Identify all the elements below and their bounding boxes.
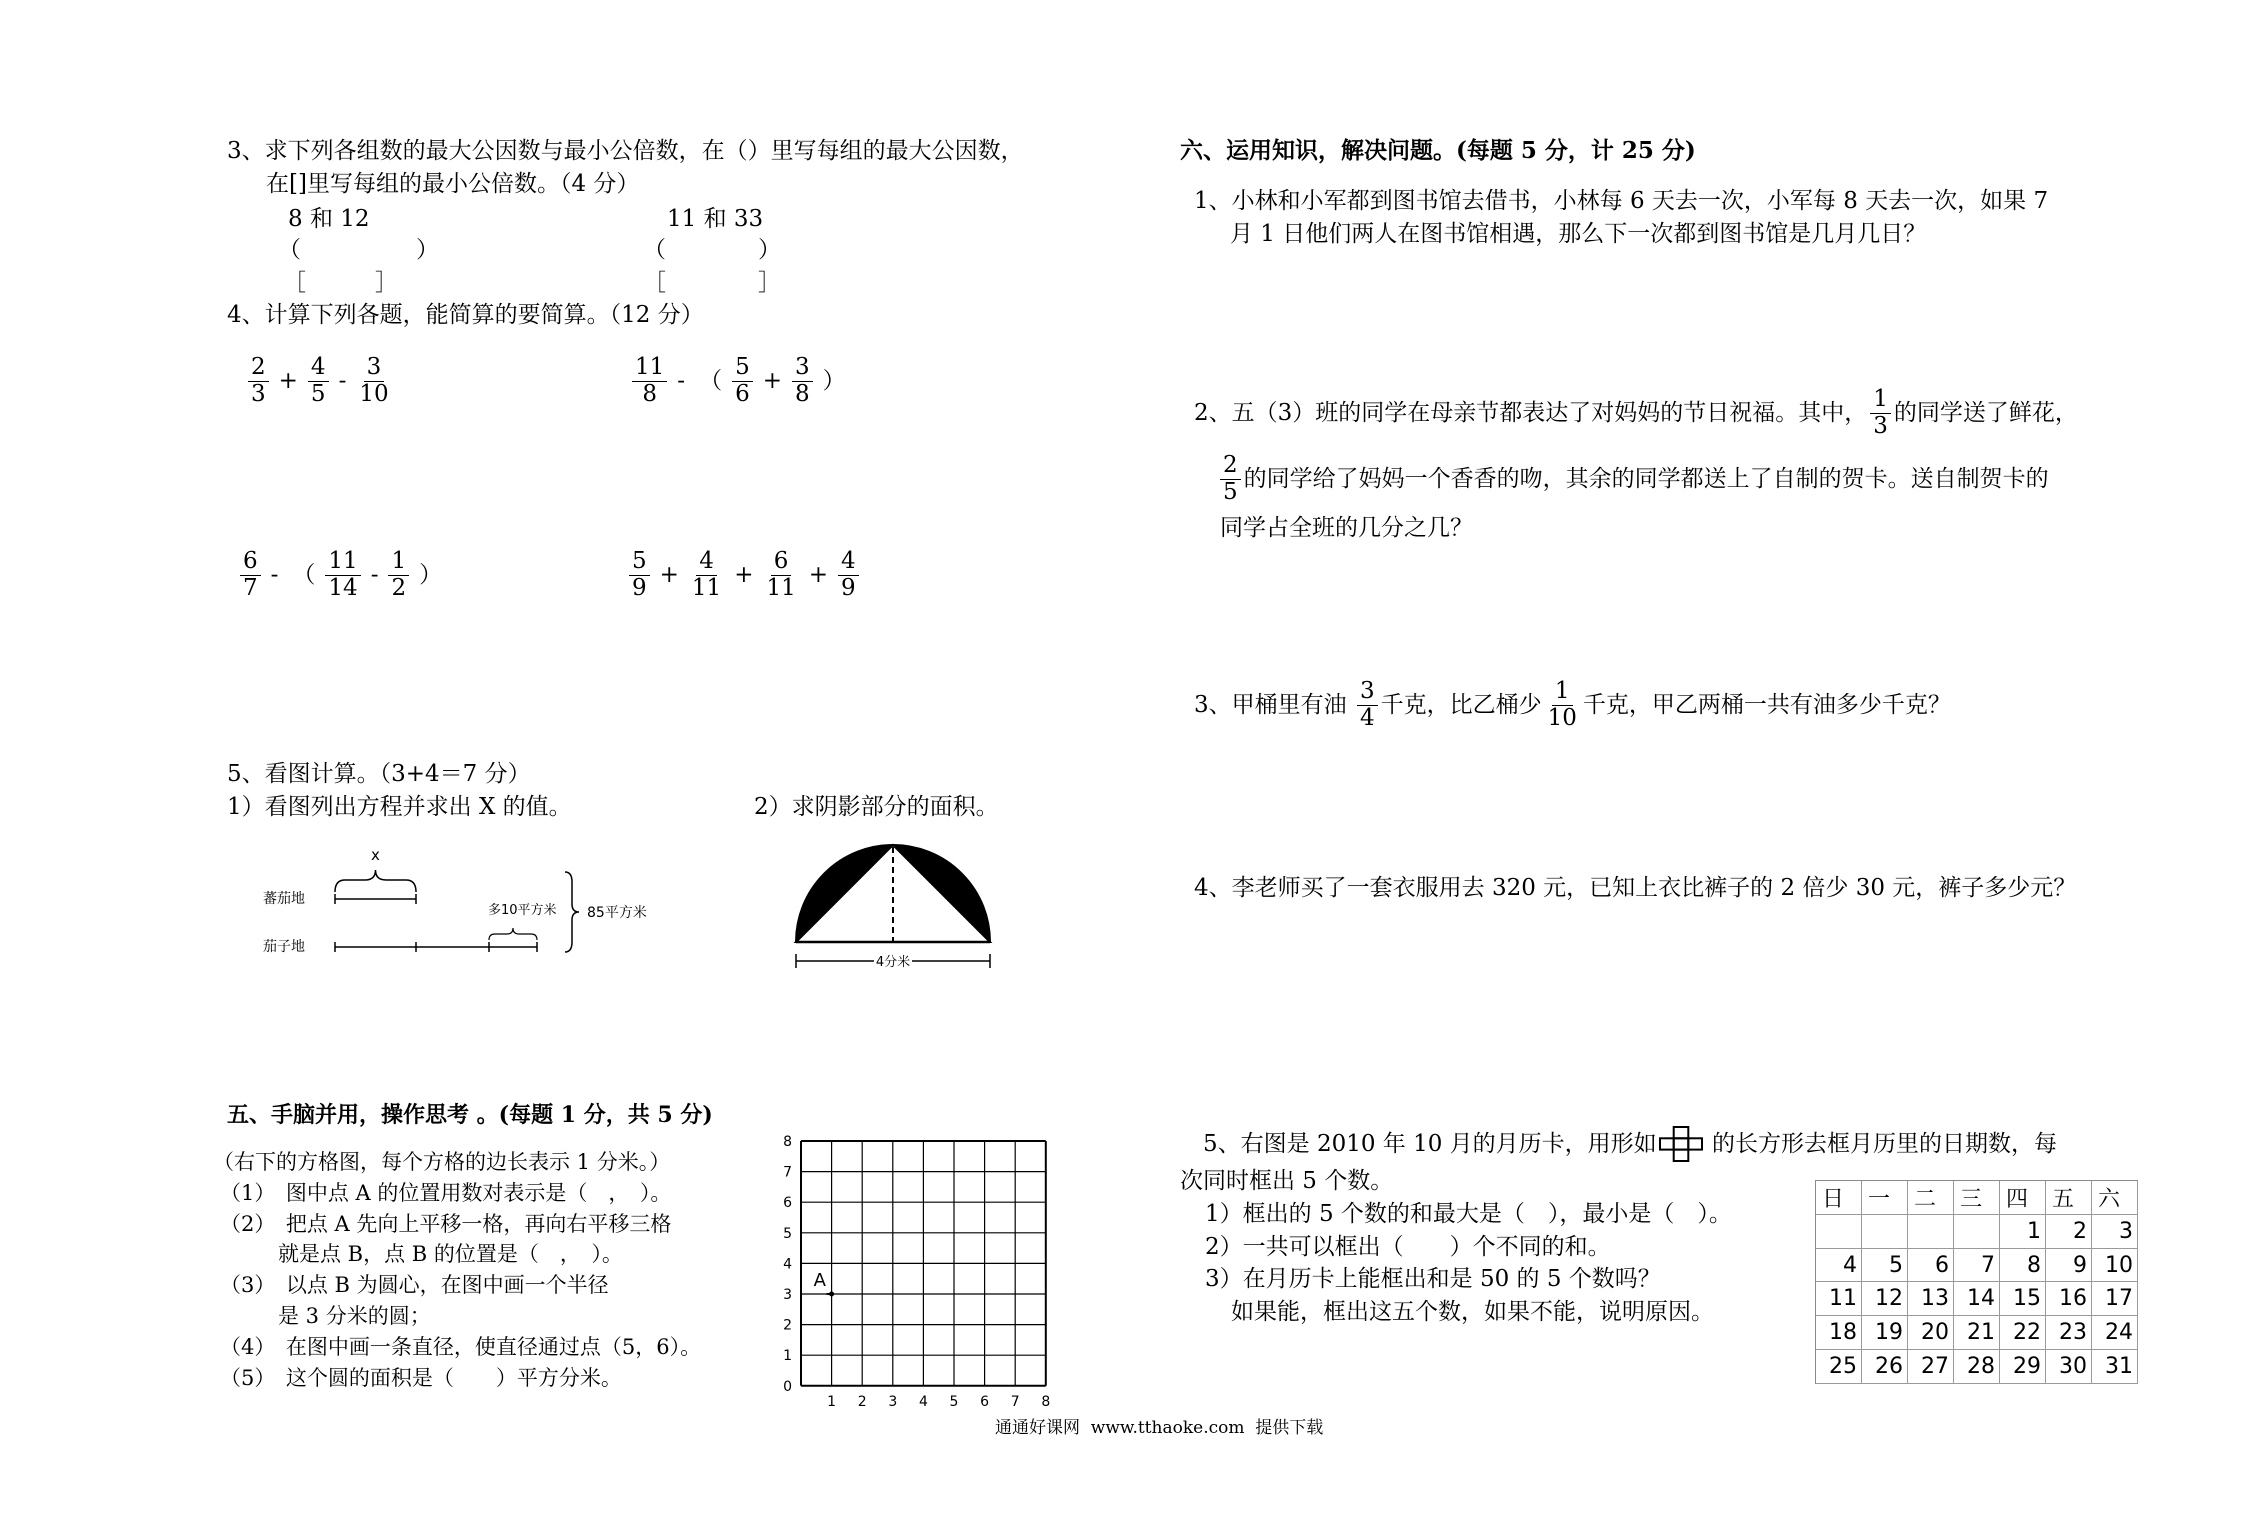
calendar-day-cell: 17 (2092, 1282, 2138, 1316)
q4-expression-3 (237, 547, 449, 603)
text-run: 3、甲桶里有油 (1194, 692, 1354, 718)
fraction-numerator: 3 (1357, 679, 1378, 706)
operator: - (677, 368, 686, 394)
q4-expression-2 (629, 353, 853, 409)
q3-group-1-label: 8 和 12 (288, 206, 370, 232)
section-5-item-3-cont: 是 3 分米的圆； (278, 1303, 431, 1328)
grid-x-label: 3 (888, 1393, 898, 1410)
calendar-day-cell: 7 (1954, 1249, 2000, 1283)
fraction-denominator: 7 (243, 574, 258, 601)
grid-y-label: 3 (783, 1287, 792, 1303)
point-a-label: A (813, 1270, 826, 1291)
fraction (240, 549, 261, 602)
calendar-weekday-header: 二 (1908, 1181, 1954, 1215)
section-5-item-3: （3） 以点 B 为圆心，在图中画一个半径 (220, 1273, 609, 1298)
text-run: 的同学送了鲜花， (1893, 400, 2078, 426)
q3-line-2: 在[]里写每组的最小公倍数。（4 分） (266, 171, 640, 197)
calendar-day-cell: 1 (2000, 1215, 2046, 1249)
calendar-day-cell (1816, 1215, 1862, 1249)
grid-y-label: 1 (783, 1348, 792, 1365)
calendar-day-cell: 10 (2092, 1249, 2138, 1283)
grid-y-label: 4 (783, 1256, 792, 1273)
fraction-denominator: 9 (632, 574, 647, 601)
october-calendar (1815, 1180, 2138, 1384)
fraction-denominator: 11 (766, 574, 796, 601)
s6-q2-line-2 (1217, 451, 2049, 507)
text-run: 千克，比乙桶少 (1380, 692, 1542, 718)
calendar-day-cell: 12 (1862, 1282, 1908, 1316)
fraction-denominator: 11 (691, 574, 722, 601)
section-5-item-2: （2） 把点 A 先向上平移一格，再向右平移三格 (220, 1211, 672, 1236)
grid-y-label: 6 (783, 1195, 792, 1212)
calendar-day-cell: 4 (1816, 1249, 1862, 1283)
calendar-day-cell: 28 (1954, 1350, 2000, 1384)
calendar-day-cell: 19 (1862, 1316, 1908, 1350)
s6-q5-line-1-after: 的长方形去框月历里的日期数，每 (1704, 1131, 2057, 1157)
calendar-day-cell: 8 (2000, 1249, 2046, 1283)
calendar-day-cell: 14 (1954, 1282, 2000, 1316)
s6-q5-sub-2: 2）一共可以框出（ ）个不同的和。 (1205, 1233, 1611, 1260)
s6-q4-line: 4、李老师买了一套衣服用去 320 元，已知上衣比裤子的 2 倍少 30 元，裤子多少元？ (1194, 875, 2077, 901)
q4-expression-1 (245, 353, 395, 409)
fraction-numerator: 11 (632, 355, 667, 382)
coordinate-grid (770, 1128, 1070, 1418)
fraction-denominator: 10 (359, 380, 389, 407)
q4-expression-4 (626, 547, 862, 603)
fraction (388, 549, 409, 602)
calendar-day-cell: 31 (2092, 1350, 2138, 1384)
fraction (629, 549, 650, 602)
calendar-day-cell: 15 (2000, 1282, 2046, 1316)
operator: （ (292, 562, 316, 588)
q3-group-2-label: 11 和 33 (667, 206, 764, 232)
grid-x-label: 6 (980, 1393, 990, 1410)
calendar-day-cell (1862, 1215, 1908, 1249)
fraction-numerator: 4 (838, 549, 859, 576)
fraction-numerator: 4 (696, 549, 717, 576)
section-5-item-1: （1） 图中点 A 的位置用数对表示是（ ， ）。 (220, 1180, 672, 1205)
fraction-denominator: 5 (310, 380, 326, 407)
fraction-numerator: 5 (732, 355, 753, 382)
q3-group-2-gcd-blank: （ ） (643, 237, 781, 263)
calendar-weekday-header: 四 (2000, 1181, 2046, 1215)
fraction-numerator: 6 (240, 549, 261, 576)
fraction-denominator: 3 (251, 380, 266, 407)
total-label: 85平方米 (587, 905, 647, 921)
s6-q5-sub-3-cont: 如果能，框出这五个数，如果不能，说明原因。 (1231, 1299, 1714, 1326)
fraction-denominator: 4 (1359, 704, 1375, 731)
s6-q5-line-2: 次同时框出 5 个数。 (1180, 1168, 1394, 1194)
fraction-denominator: 8 (794, 380, 810, 407)
text-run: 千克，甲乙两桶一共有油多少千克？ (1582, 692, 1951, 718)
grid-y-label: 0 (783, 1378, 792, 1395)
calendar-day-cell (1954, 1215, 2000, 1249)
tomato-field-label: 蕃茄地 (263, 891, 305, 907)
grid-x-label: 5 (949, 1393, 959, 1410)
fraction (763, 549, 798, 602)
fraction-numerator: 6 (771, 549, 792, 576)
semicircle-diagram (780, 830, 1010, 980)
calendar-day-cell: 13 (1908, 1282, 1954, 1316)
operator: + (659, 562, 679, 588)
fraction-denominator: 3 (1873, 412, 1888, 439)
grid-x-label: 8 (1041, 1393, 1051, 1410)
calendar-weekday-header: 日 (1816, 1181, 1862, 1215)
operator: - (338, 368, 347, 394)
s6-q2-line-1 (1194, 385, 2078, 441)
fraction-denominator: 6 (735, 380, 750, 407)
section-5-item-4: （4） 在图中画一条直径，使直径通过点（5，6）。 (220, 1334, 702, 1359)
operator: + (808, 562, 829, 588)
calendar-weekday-header: 三 (1954, 1181, 2000, 1215)
section-5-text (213, 1147, 701, 1393)
section-5-item-5: （5） 这个圆的面积是（ ）平方分米。 (220, 1365, 622, 1390)
s6-q2-line-3: 同学占全班的几分之几？ (1220, 515, 1473, 541)
calendar-day-cell: 22 (2000, 1316, 2046, 1350)
operator: - (270, 562, 279, 588)
grid-y-label: 8 (783, 1134, 792, 1150)
s6-q5-line-1 (1203, 1124, 2057, 1164)
grid-y-label: 5 (783, 1225, 792, 1242)
s6-q5-sub-3: 3）在月历卡上能框出和是 50 的 5 个数吗？ (1205, 1266, 1661, 1293)
fraction-numerator: 11 (325, 549, 360, 576)
fraction (325, 549, 360, 602)
fraction (732, 355, 753, 408)
calendar-day-cell: 5 (1862, 1249, 1908, 1283)
fraction-denominator: 8 (642, 380, 657, 407)
eggplant-field-label: 茄子地 (263, 939, 305, 955)
calendar-day-cell: 11 (1816, 1282, 1862, 1316)
difference-label: 多10平方米 (488, 903, 557, 918)
calendar-day-cell: 30 (2046, 1350, 2092, 1384)
fraction-denominator: 9 (841, 574, 856, 601)
grid-x-label: 2 (857, 1393, 867, 1410)
fraction (689, 549, 724, 602)
fraction-numerator: 1 (1870, 387, 1891, 414)
fraction-denominator: 10 (1547, 704, 1577, 731)
fraction (838, 549, 859, 602)
s6-q3-line (1194, 677, 1951, 733)
fraction (1357, 679, 1378, 732)
q3-line-1: 3、求下列各组数的最大公因数与最小公倍数，在（）里写每组的最大公因数， (227, 138, 1024, 164)
grid-x-label: 7 (1010, 1393, 1020, 1410)
cross-shape-icon (1659, 1126, 1703, 1162)
calendar-day-cell: 9 (2046, 1249, 2092, 1283)
fraction-numerator: 2 (1220, 453, 1241, 480)
fraction-numerator: 5 (629, 549, 650, 576)
difference-brace (489, 928, 537, 940)
calendar-day-cell: 20 (1908, 1316, 1954, 1350)
calendar-day-cell: 26 (1862, 1350, 1908, 1384)
fraction (632, 355, 667, 408)
s6-q5-sub-1: 1）框出的 5 个数的和最大是（ ），最小是（ ）。 (1205, 1201, 1732, 1227)
q3-group-1-gcd-blank: （ ） (278, 237, 439, 263)
q4-title: 4、计算下列各题，能简算的要简算。（12 分） (227, 302, 704, 328)
fraction (356, 355, 391, 408)
calendar-weekday-header: 六 (2092, 1181, 2138, 1215)
grid-x-label: 1 (827, 1393, 837, 1410)
segment-diagram (250, 840, 670, 970)
calendar-day-cell: 27 (1908, 1350, 1954, 1384)
fraction (308, 355, 329, 408)
operator: + (278, 368, 298, 394)
fraction-numerator: 1 (388, 549, 409, 576)
x-label: x (371, 846, 380, 864)
calendar-weekday-header: 五 (2046, 1181, 2092, 1215)
grid-x-label: 4 (918, 1393, 928, 1410)
fraction-denominator: 14 (328, 574, 358, 601)
calendar-day-cell: 6 (1908, 1249, 1954, 1283)
fraction-numerator: 3 (792, 355, 813, 382)
operator: ） (822, 368, 846, 394)
section-5-item-2-cont: 就是点 B，点 B 的位置是（ ， ）。 (278, 1242, 623, 1267)
fraction-numerator: 4 (308, 355, 329, 382)
diameter-length-label: 4分米 (875, 955, 911, 970)
text-run: 2、五（3）班的同学在母亲节都表达了对妈妈的节日祝福。其中， (1194, 400, 1868, 426)
s6-q1-line-1: 1、小林和小军都到图书馆去借书，小林每 6 天去一次，小军每 8 天去一次，如果 7 (1194, 188, 2049, 214)
q5-title: 5、看图计算。（3+4＝7 分） (227, 761, 531, 787)
s6-q5-subquestions (1205, 1198, 1732, 1329)
fraction (248, 355, 269, 408)
s6-q5-line-1-before: 5、右图是 2010 年 10 月的月历卡，用形如 (1203, 1131, 1657, 1157)
section-5-intro: （右下的方格图，每个方格的边长表示 1 分米。） (213, 1150, 671, 1174)
s6-q1-line-2: 月 1 日他们两人在图书馆相遇，那么下一次都到图书馆是几月几日？ (1230, 221, 1927, 247)
fraction (1870, 387, 1891, 440)
section-6-title: 六、运用知识，解决问题。(每题 5 分，计 25 分) (1180, 137, 1696, 164)
grid-y-label: 7 (783, 1164, 792, 1181)
x-brace (335, 870, 416, 892)
q3-group-1-lcm-blank: ［ ］ (283, 270, 398, 296)
calendar-weekday-header: 一 (1862, 1181, 1908, 1215)
fraction (1220, 453, 1241, 506)
calendar-day-cell: 29 (2000, 1350, 2046, 1384)
calendar-day-cell: 25 (1816, 1350, 1862, 1384)
fraction (1545, 679, 1580, 732)
total-brace (565, 872, 579, 952)
calendar-day-cell: 3 (2092, 1215, 2138, 1249)
operator: + (734, 562, 754, 588)
fraction-numerator: 1 (1552, 679, 1573, 706)
calendar-day-cell: 24 (2092, 1316, 2138, 1350)
operator: （ (699, 368, 723, 394)
calendar-day-cell (1908, 1215, 1954, 1249)
calendar-day-cell: 21 (1954, 1316, 2000, 1350)
footer-source: 通通好课网 www.tthaoke.com 提供下载 (995, 1418, 1324, 1438)
calendar-day-cell: 2 (2046, 1215, 2092, 1249)
fraction-numerator: 3 (364, 355, 385, 382)
text-run: 的同学给了妈妈一个香香的吻，其余的同学都送上了自制的贺卡。送自制贺卡的 (1243, 466, 2049, 492)
calendar-day-cell: 18 (1816, 1316, 1862, 1350)
calendar-day-cell: 23 (2046, 1316, 2092, 1350)
q5-sub-1: 1）看图列出方程并求出 X 的值。 (227, 794, 572, 820)
operator: - (370, 562, 379, 588)
fraction-denominator: 2 (391, 574, 407, 601)
calendar-day-cell: 16 (2046, 1282, 2092, 1316)
point-a-dot (829, 1292, 834, 1297)
fraction-denominator: 5 (1223, 478, 1238, 505)
section-5-title: 五、手脑并用，操作思考 。(每题 1 分，共 5 分) (227, 1102, 713, 1128)
fraction-numerator: 2 (248, 355, 269, 382)
q3-group-2-lcm-blank: ［ ］ (643, 270, 781, 296)
operator: ） (419, 562, 443, 588)
q5-sub-2: 2）求阴影部分的面积。 (754, 794, 999, 820)
operator: + (762, 368, 782, 394)
grid-y-label: 2 (783, 1317, 792, 1334)
fraction (792, 355, 813, 408)
